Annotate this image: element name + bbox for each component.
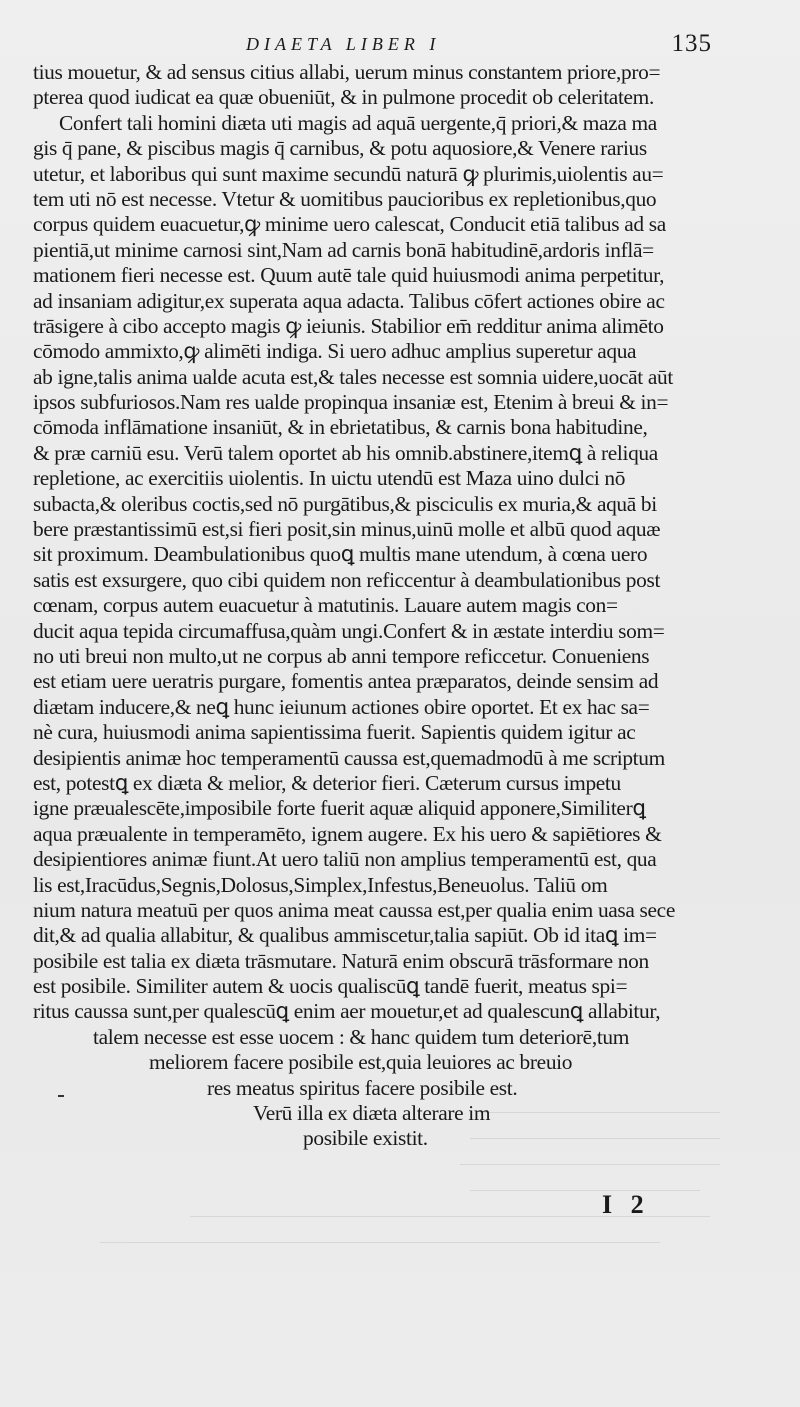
text-line: desipientiores animæ fiunt.At uero taliū non amplius temperamentū est, qua <box>33 847 657 872</box>
running-head: DIAETA LIBER I <box>246 34 441 54</box>
text-line: bere præstantissimū est,si fieri posit,sin minus,uinū molle et albū quod aquæ <box>33 517 661 542</box>
text-line: talem necesse est esse uocem : & hanc quidem tum deteriorē,tum <box>93 1024 630 1049</box>
text-line: nium natura meatuū per quos anima meat caussa est,per qualia enim uasa sece <box>33 897 675 922</box>
text-line: pientiā,ut minime carnosi sint,Nam ad carnis bonā habitudinē,ardoris inflā= <box>33 237 654 262</box>
text-line: corpus quidem euacuetur,ꝙ minime uero calescat, Conducit etiā talibus ad sa <box>33 212 666 237</box>
text-line: nè cura, huiusmodi anima sapientissima fuerit. Sapientis quidem igitur ac <box>33 720 636 745</box>
text-line: ipsos subfuriosos.Nam res ualde propinqua insaniæ est, Etenim à breui & in= <box>33 390 669 415</box>
text-line: dit,& ad qualia allabitur, & qualibus ammiscetur,talia sapiūt. Ob id itaꝗ im= <box>33 923 657 948</box>
text-line: cōmoda inflāmatione insaniūt, & in ebrietatibus, & carnis bona habitudine, <box>33 415 648 440</box>
text-line: ritus caussa sunt,per qualescūꝗ enim aer mouetur,et ad qualescunꝗ allabitur, <box>33 999 661 1024</box>
text-line: diætam inducere,& neꝗ hunc ieiunum actiones obire oportet. Et ex hac sa= <box>33 694 650 719</box>
text-line: res meatus spiritus facere posibile est. <box>207 1075 518 1100</box>
text-line: Verū illa ex diæta alterare im <box>253 1101 491 1126</box>
text-line: igne præualescēte,imposibile forte fuerit aquæ aliquid apponere,Similiterꝗ <box>33 796 646 821</box>
text-line: utetur, et laboribus qui sunt maxime secundū naturā ꝙ plurimis,uiolentis au= <box>33 161 664 186</box>
text-line: lis est,Iracūdus,Segnis,Dolosus,Simplex,Infestus,Beneuolus. Taliū om <box>33 872 608 897</box>
text-line: est, potestꝗ ex diæta & melior, & deterior fieri. Cæterum cursus impetu <box>33 770 621 795</box>
text-line: trāsigere à cibo accepto magis ꝙ ieiunis. Stabilior em̄ redditur anima alimēto <box>33 313 664 338</box>
text-line: ab igne,talis anima ualde acuta est,& tales necesse est somnia uidere,uocāt aūt <box>33 364 673 389</box>
page-header <box>0 30 800 60</box>
text-line: repletione, ac exercitiis uiolentis. In uictu utendū est Maza uino dulci nō <box>33 466 626 491</box>
text-line: gis q̄ pane, & piscibus magis q̄ carnibus, & potu aquosiore,& Venere rarius <box>33 136 647 161</box>
text-line: Confert tali homini diæta uti magis ad aquā uergente,q̄ priori,& maza ma <box>59 110 657 135</box>
text-line: cōmodo ammixto,ꝙ alimēti indiga. Si uero adhuc amplius superetur aqua <box>33 339 637 364</box>
text-line: posibile existit. <box>303 1126 428 1151</box>
body-text <box>33 60 709 1152</box>
text-line: pterea quod iudicat ea quæ obueniūt, & in pulmone procedit ob celeritatem. <box>33 85 654 110</box>
text-line: meliorem facere posibile est,quia leuiores ac breuio <box>149 1050 573 1075</box>
text-line: & præ carniū esu. Verū talem oportet ab his omnib.abstinere,itemꝗ à reliqua <box>33 440 658 465</box>
text-line: est posibile. Similiter autem & uocis qualiscūꝗ tandē fuerit, meatus spi= <box>33 974 628 999</box>
text-line: subacta,& oleribus coctis,sed nō purgātibus,& pisciculis ex muria,& aquā bi <box>33 491 657 516</box>
text-line: desipientis animæ hoc temperamentū caussa est,quemadmodū à me scriptum <box>33 745 665 770</box>
text-line: aqua præualente in temperamēto, ignem augere. Ex his uero & sapiētiores & <box>33 821 662 846</box>
text-line: mationem fieri necesse est. Quum autē tale quid huiusmodi anima perpetitur, <box>33 263 665 288</box>
page-number: 135 <box>671 30 712 57</box>
text-line: tius mouetur, & ad sensus citius allabi, uerum minus constantem priore,pro= <box>33 60 661 84</box>
text-line: posibile est talia ex diæta trāsmutare. Naturā enim obscurā trāsformare non <box>33 948 649 973</box>
printer-mark <box>58 1095 64 1097</box>
text-line: tem uti nō est necesse. Vtetur & uomitibus paucioribus ex repletionibus,quo <box>33 186 657 211</box>
text-line: ad insaniam adigitur,ex superata aqua adacta. Talibus cōfert actiones obire ac <box>33 288 665 313</box>
signature-mark: I 2 <box>602 1190 650 1219</box>
text-line: est etiam uere ueratris purgare, fomentis antea præparatos, deinde sensim ad <box>33 669 659 694</box>
text-line: satis est exsurgere, quo cibi quidem non reficcentur à deambulationibus post <box>33 567 661 592</box>
text-line: ducit aqua tepida circumaffusa,quàm ungi.Confert & in æstate interdiu som= <box>33 618 665 643</box>
text-line: sit proximum. Deambulationibus quoꝗ multis mane utendum, à cœna uero <box>33 542 648 567</box>
text-line: cœnam, corpus autem euacuetur à matutinis. Lauare autem magis con= <box>33 593 618 618</box>
text-line: no uti breui non multo,ut ne corpus ab anni tempore reficcetur. Conueniens <box>33 643 650 668</box>
